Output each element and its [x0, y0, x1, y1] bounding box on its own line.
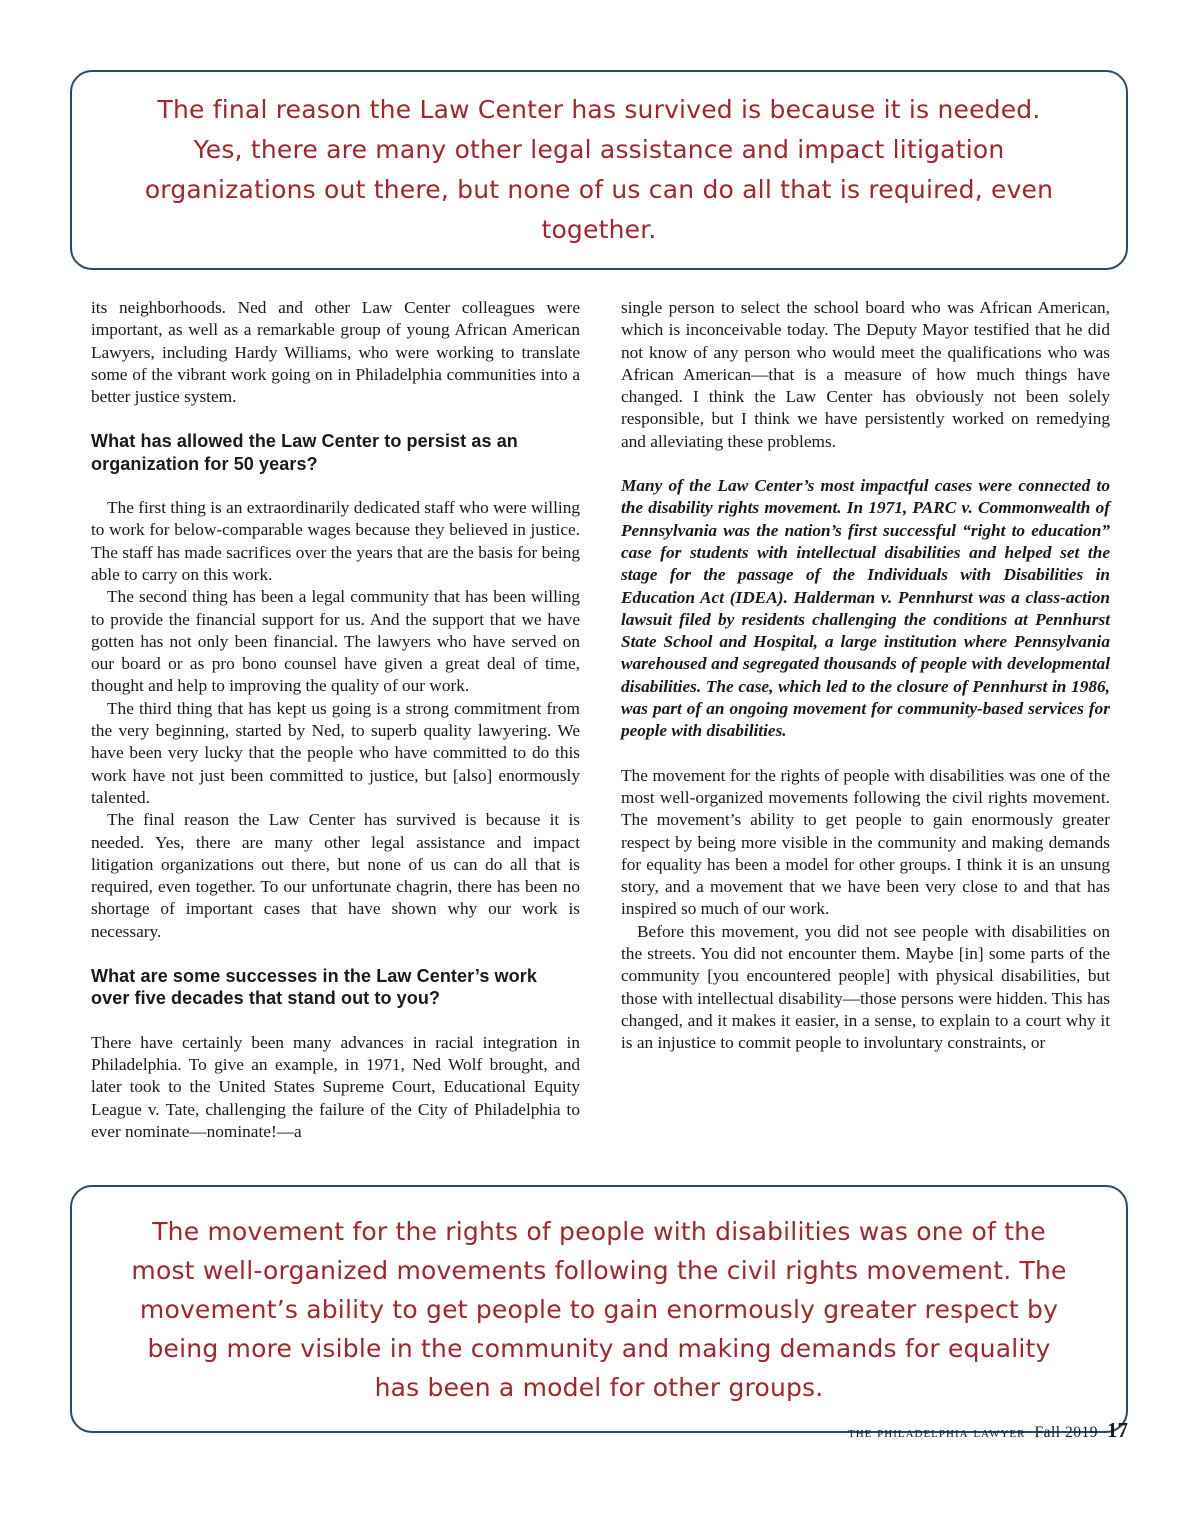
body-paragraph: Before this movement, you did not see people with disabilities on the streets. You did not encounter them. Maybe [in] some parts of the community [you encountered people] with physical disabilities, but those with intellectual disability—those persons were hidden. This has changed, and it makes it easier, in a sense, to explain to a court why it is an injustice to commit people to involuntary constraints, or — [621, 921, 1110, 1053]
body-paragraph: The movement for the rights of people with disabilities was one of the most well-organized movements following the civil rights movement. The movement’s ability to get people to gain enormously greater respect by being more visible in the community and making demands for equality has been a model for other groups. I think it is an unsung story, and a movement that we have been very close to and that has inspired so much of our work. — [621, 765, 1110, 919]
body-paragraph: There have certainly been many advances in racial integration in Philadelphia. To give an example, in 1971, Ned Wolf brought, and later took to the United States Supreme Court, Educational Equity League v. Tate, challenging the failure of the City of Philadelphia to ever nominate—nominate!—a — [91, 1032, 580, 1141]
body-paragraph: The final reason the Law Center has survived is because it is needed. Yes, there are many other legal assistance and impact litigation organizations out there, but none of us can do all that is required, even together. To our unfortunate chagrin, there has been no shortage of important cases that have shown why our work is necessary. — [91, 810, 580, 941]
editorial-sidebar-paragraph: Many of the Law Center’s most impactful cases were connected to the disability rights movement. In 1971, PARC v. Commonwealth of Pennsylvania was the nation’s first successful “right to education” case for students with intellectual disabilities and helped set the stage for the passage of the Individuals with Disabilities in Education Act (IDEA). Halderman v. Pennhurst was a class-action lawsuit filed by residents challenging the conditions at Pennhurst State School and Hospital, a large institution where Pennsylvania warehoused and segregated thousands of people with developmental disabilities. The case, which led to the closure of Pennhurst in 1986, was part of an ongoing movement for community-based services for people with disabilities. — [621, 476, 1110, 741]
interview-question: What has allowed the Law Center to persist as an organization for 50 years? — [91, 431, 518, 474]
page-number: 17 — [1107, 1418, 1128, 1442]
body-paragraph: The second thing has been a legal community that has been willing to provide the financial support for us. And the support that we have gotten has not only been financial. The lawyers who have served on our board or as pro bono counsel have given a great deal of time, thought and help to improving the quality of our work. — [91, 587, 580, 696]
body-paragraph: The third thing that has kept us going is a strong commitment from the very beginning, started by Ned, to superb quality lawyering. We have been very lucky that the people who have committed to do this work have not just been committed to justice, but [also] enormously talented. — [91, 698, 580, 807]
pull-quote-top-text: The final reason the Law Center has survived is because it is needed. Yes, there are many other legal assistance and impact litigation organizations out there, but none of us can do all that is required, even together. — [144, 95, 1054, 244]
pull-quote-bottom-text: The movement for the rights of people with disabilities was one of the most well-organized movements following the civil rights movement. The movement’s ability to get people to gain enormously greater respect by being more visible in the community and making demands for equality has been a model for other groups. — [131, 1216, 1067, 1402]
publication-name: the philadelphia lawyer — [848, 1425, 1026, 1441]
pull-quote-top — [70, 70, 1128, 270]
interview-question: What are some successes in the Law Center’s work over five decades that stand out to you? — [91, 966, 537, 1009]
issue-label: Fall 2019 — [1034, 1424, 1098, 1441]
body-paragraph: The first thing is an extraordinarily dedicated staff who were willing to work for below-comparable wages because they believed in justice. The staff has made sacrifices over the years that are the basis for being able to carry on this work. — [91, 498, 580, 584]
body-paragraph: single person to select the school board who was African American, which is inconceivable today. The Deputy Mayor testified that he did not know of any person who would meet the qualifications who was African American—that is a measure of how much things have changed. I think the Law Center has obviously not been solely responsible, but I think we have persistently worked on remedying and alleviating these problems. — [621, 298, 1110, 451]
right-column — [621, 297, 1110, 1055]
left-column — [91, 297, 580, 1143]
body-paragraph: its neighborhoods. Ned and other Law Center colleagues were important, as well as a remarkable group of young African American Lawyers, including Hardy Williams, who were working to translate some of the vibrant work going on in Philadelphia communities into a better justice system. — [91, 298, 580, 407]
page-footer — [848, 1418, 1128, 1443]
pull-quote-bottom — [70, 1185, 1128, 1433]
